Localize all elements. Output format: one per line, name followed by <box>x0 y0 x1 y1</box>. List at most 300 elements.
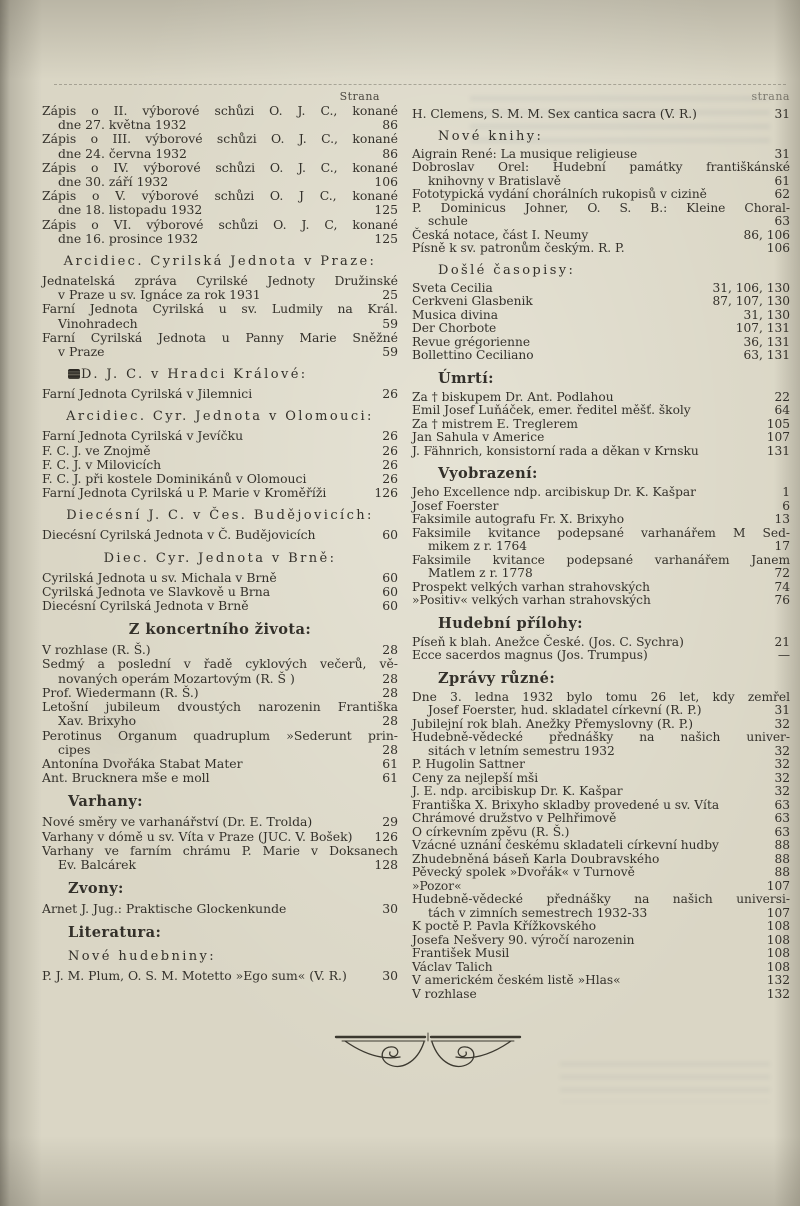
toc-entry <box>412 826 790 840</box>
toc-entry <box>42 528 398 542</box>
page-number: 107 <box>766 430 790 444</box>
toc-entry <box>412 920 790 934</box>
page-number: 63 <box>774 797 790 812</box>
page-number: 28 <box>382 684 398 700</box>
toc-entry <box>42 571 398 585</box>
toc-entry <box>42 161 398 189</box>
page-number: 31, 130 <box>743 307 790 322</box>
section-header-text: Diecésní J. C. v Čes. Budějovicích: <box>66 508 374 524</box>
page-number: 28 <box>382 713 398 729</box>
entry-text: Farní Jednota Cyrilská u sv. Ludmily na Král. <box>42 301 398 317</box>
entry-line <box>42 599 398 613</box>
entry-text: Der Chorbote <box>412 321 497 335</box>
page-number: 28 <box>382 642 398 658</box>
entry-line <box>412 907 790 921</box>
entry-text: Zápis o II. výborové schůzi O. J. C., konané <box>42 103 398 118</box>
entry-line <box>42 175 398 189</box>
entry-line <box>42 472 398 486</box>
toc-entry <box>412 758 790 772</box>
entry-text: Cyrilská Jednota u sv. Michala v Brně <box>42 569 277 585</box>
toc-entry <box>42 486 398 500</box>
page-number: 105 <box>766 416 790 431</box>
entry-text: dne 24. června 1932 <box>58 145 187 161</box>
toc-entry <box>42 700 398 728</box>
page-number: 108 <box>766 946 790 960</box>
entry-text: dne 16. prosince 1932 <box>58 230 199 246</box>
right-column <box>412 108 790 1001</box>
entry-line <box>42 232 398 246</box>
entry-line <box>412 486 790 500</box>
page-number: 1 <box>782 485 790 499</box>
toc-entry <box>412 772 790 786</box>
toc-entry <box>412 148 790 162</box>
entry-line <box>412 920 790 934</box>
entry-line <box>412 108 790 122</box>
entry-text: Antonína Dvořáka Stabat Mater <box>42 755 243 771</box>
toc-entry <box>42 444 398 458</box>
page-number: 32 <box>774 716 790 731</box>
entry-text: Za † mistrem E. Treglerem <box>412 416 578 431</box>
entry-line <box>412 799 790 813</box>
entry-text: Václav Talich <box>412 959 493 974</box>
entry-line <box>42 528 398 542</box>
entry-text: knihovny v Bratislavě <box>428 173 561 188</box>
page-number: 59 <box>382 315 398 331</box>
page-number: 72 <box>774 566 790 580</box>
entry-line <box>42 302 398 316</box>
entry-line <box>42 643 398 657</box>
toc-entry <box>412 500 790 514</box>
entry-line <box>412 947 790 961</box>
entry-line <box>42 729 398 743</box>
entry-line <box>42 743 398 757</box>
entry-text: Hudebně-vědecké přednášky na našich universi- <box>412 892 790 906</box>
entry-line <box>412 349 790 363</box>
section-header <box>42 254 398 269</box>
toc-entry <box>412 108 790 122</box>
page-number: 106 <box>374 174 398 190</box>
toc-entry <box>412 431 790 445</box>
toc-entry <box>42 218 398 246</box>
entry-line <box>42 657 398 671</box>
entry-line <box>412 853 790 867</box>
toc-entry <box>412 988 790 1002</box>
toc-entry <box>412 229 790 243</box>
toc-entry <box>412 839 790 853</box>
page-number: 60 <box>382 583 398 599</box>
entry-text: Zápis o IV. výborové schůzi O. J. C., konané <box>42 159 398 175</box>
entry-line <box>412 731 790 745</box>
entry-line <box>412 431 790 445</box>
toc-entry <box>412 581 790 595</box>
entry-line <box>412 322 790 336</box>
section-header-text: Nové knihy: <box>438 128 544 144</box>
entry-line <box>412 758 790 772</box>
entry-text: Sedmý a poslední v řadě cyklových večerů, vě- <box>42 656 398 672</box>
section-header-text: Úmrtí: <box>438 369 494 387</box>
entry-text: Farní Jednota Cyrilská u P. Marie v Kroměříži <box>42 485 327 501</box>
toc-entry <box>412 934 790 948</box>
page-number: 21 <box>774 634 790 649</box>
entry-text: Prospekt velkých varhan strahovských <box>412 579 650 594</box>
page-number: 64 <box>774 403 790 417</box>
page-number: 76 <box>774 593 790 607</box>
entry-line <box>412 961 790 975</box>
entry-text: Xav. Brixyho <box>58 713 137 729</box>
page-number: 106 <box>766 241 790 255</box>
page-number: 86, 106 <box>743 227 790 242</box>
page-number: 74 <box>774 579 790 594</box>
toc-entry <box>412 636 790 650</box>
entry-line <box>412 175 790 189</box>
entry-line <box>412 567 790 581</box>
entry-text: J. Fähnrich, konsistorní rada a děkan v Krnsku <box>412 443 699 458</box>
entry-text: Píseň k blah. Anežce České. (Jos. C. Sychra) <box>412 634 684 649</box>
page-number: 108 <box>766 932 790 947</box>
entry-line <box>412 336 790 350</box>
entry-text: F. C. J. v Milovicích <box>42 456 162 472</box>
ink-blot-glyph <box>68 369 80 379</box>
entry-text: Jednatelská zpráva Cyrilské Jednoty Družinské <box>42 273 398 289</box>
entry-text: v Praze <box>58 344 105 360</box>
page-number: 28 <box>382 741 398 757</box>
toc-entry <box>42 830 398 844</box>
entry-line <box>42 902 398 916</box>
toc-entry <box>412 336 790 350</box>
entry-text: F. C. J. ve Znojmě <box>42 442 151 458</box>
entry-line <box>42 771 398 785</box>
page-number: 28 <box>382 670 398 686</box>
entry-text: Zhudebněná báseň Karla Doubravského <box>412 851 660 866</box>
entry-text: H. Clemens, S. M. M. Sex cantica sacra (V. R.) <box>412 107 697 121</box>
entry-line <box>412 445 790 459</box>
section-header-text: Nové hudebniny: <box>68 949 217 965</box>
page-number: 61 <box>774 173 790 188</box>
page-number: 32 <box>774 770 790 785</box>
entry-text: sitách v letním semestru 1932 <box>428 743 615 758</box>
page-number: 30 <box>382 968 398 984</box>
entry-text: Zápis o III. výborové schůzi O. J. C., konané <box>42 131 398 147</box>
page-number: 26 <box>382 386 398 402</box>
entry-text: Františka X. Brixyho skladby provedené u sv. Víta <box>412 797 720 812</box>
entry-line <box>42 757 398 771</box>
toc-entry <box>42 643 398 657</box>
entry-line <box>412 513 790 527</box>
entry-line <box>412 309 790 323</box>
entry-line <box>42 686 398 700</box>
toc-entry <box>412 391 790 405</box>
entry-text: v Praze u sv. Ignáce za rok 1931 <box>58 287 261 303</box>
entry-text: dne 30. září 1932 <box>58 174 169 190</box>
section-header-text: Z koncertního života: <box>128 621 312 639</box>
entry-line <box>412 540 790 554</box>
toc-entry <box>42 132 398 160</box>
toc-entry <box>412 947 790 961</box>
toc-entry <box>412 893 790 920</box>
entry-text: O církevním zpěvu (R. Š.) <box>412 824 570 839</box>
toc-entry <box>42 757 398 771</box>
page-number: 126 <box>374 485 398 501</box>
entry-text: K poctě P. Pavla Křížkovského <box>412 919 597 933</box>
entry-text: »Positiv« velkých varhan strahovských <box>412 593 651 607</box>
entry-line <box>42 714 398 728</box>
section-header-text: Diec. Cyr. Jednota v Brně: <box>103 550 337 566</box>
page-number: — <box>777 648 790 662</box>
toc-entry <box>412 974 790 988</box>
page-number: 88 <box>774 865 790 879</box>
entry-text: Letošní jubileum dvoustých narozenin Františka <box>42 699 398 715</box>
toc-entry <box>42 302 398 330</box>
section-header <box>42 367 398 382</box>
toc-entry <box>412 188 790 202</box>
entry-line <box>412 404 790 418</box>
toc-entry <box>412 513 790 527</box>
entry-line <box>42 161 398 175</box>
toc-entry <box>412 309 790 323</box>
page-number: 31 <box>774 107 790 121</box>
entry-line <box>42 331 398 345</box>
entry-text: »Pozor« <box>412 878 462 893</box>
entry-line <box>412 839 790 853</box>
entry-text: dne 27. května 1932 <box>58 117 187 133</box>
entry-line <box>42 189 398 203</box>
page-number: 25 <box>382 287 398 303</box>
entry-text: P. Hugolin Sattner <box>412 757 525 771</box>
entry-text: Jan Sahula v Americe <box>412 430 545 444</box>
entry-text: Dne 3. ledna 1932 bylo tomu 26 let, kdy zemřel <box>412 689 790 704</box>
toc-entry <box>42 274 398 302</box>
section-header-text: Hudební přílohy: <box>438 614 583 632</box>
toc-entry <box>412 418 790 432</box>
toc-entry <box>412 445 790 459</box>
toc-entry <box>42 472 398 486</box>
page-number: 32 <box>774 784 790 798</box>
entry-text: Jeho Excellence ndp. arcibiskup Dr. K. Kašpar <box>412 485 696 499</box>
page-number: 131 <box>766 443 790 458</box>
entry-text: Nové směry ve varhanářství (Dr. E. Trolda) <box>42 814 313 830</box>
page-number: 126 <box>374 828 398 844</box>
section-header-text: Literatura: <box>68 924 162 942</box>
entry-line <box>412 188 790 202</box>
entry-text: Prof. Wiedermann (R. Š.) <box>42 684 199 700</box>
entry-text: Bollettino Ceciliano <box>412 348 534 362</box>
entry-text: Matlem z r. 1778 <box>428 566 533 580</box>
toc-entry <box>412 202 790 229</box>
left-column <box>42 104 398 984</box>
page-number: 63 <box>774 214 790 228</box>
entry-line <box>412 974 790 988</box>
page-number: 31 <box>774 146 790 161</box>
entry-text: Cerkveni Glasbenik <box>412 294 533 308</box>
toc-entry <box>412 554 790 581</box>
toc-entry <box>412 295 790 309</box>
entry-text: J. E. ndp. arcibiskup Dr. K. Kašpar <box>412 784 623 798</box>
entry-text: Za † biskupem Dr. Ant. Podlahou <box>412 389 614 404</box>
page-number: 107, 131 <box>735 321 790 335</box>
entry-line <box>412 691 790 705</box>
entry-text: Aigrain René: La musique religieuse <box>412 146 638 161</box>
toc-entry <box>42 585 398 599</box>
entry-line <box>412 148 790 162</box>
toc-entry <box>42 902 398 916</box>
page-number: 61 <box>382 755 398 771</box>
entry-text: V rozhlase <box>412 986 477 1001</box>
entry-text: Jubilejní rok blah. Anežky Přemyslovny (R. P.) <box>412 716 694 731</box>
entry-text: Josefa Nešvery 90. výročí narozenin <box>412 932 635 947</box>
toc-entry <box>412 161 790 188</box>
section-header-text: Zprávy různé: <box>438 669 556 687</box>
entry-line <box>412 527 790 541</box>
entry-line <box>412 500 790 514</box>
page-number: 63 <box>774 824 790 839</box>
entry-line <box>42 815 398 829</box>
entry-text: Josef Foerster <box>412 498 499 513</box>
entry-line <box>42 104 398 118</box>
entry-text: Faksimile kvitance podepsané varhanářem Janem <box>412 552 790 567</box>
entry-line <box>412 418 790 432</box>
entry-line <box>412 718 790 732</box>
entry-line <box>412 893 790 907</box>
toc-entry <box>42 686 398 700</box>
toc-entry <box>412 961 790 975</box>
section-header <box>42 551 398 566</box>
entry-text: Perotinus Organum quadruplum »Sederunt prin- <box>42 727 398 743</box>
entry-text: P. Dominicus Johner, O. S. B.: Kleine Choral- <box>412 200 790 215</box>
entry-line <box>42 203 398 217</box>
bleedthrough-marks <box>560 1062 770 1102</box>
page-number: 30 <box>382 901 398 917</box>
entry-line <box>42 147 398 161</box>
entry-text: Faksimile autografu Fr. X. Brixyho <box>412 512 625 526</box>
page-number: 31, 106, 130 <box>712 280 790 295</box>
page-number: 60 <box>382 569 398 585</box>
section-header <box>412 670 790 687</box>
entry-text: novaných operám Mozartovým (R. Š ) <box>58 670 295 686</box>
page-number: 108 <box>766 919 790 933</box>
entry-line <box>42 486 398 500</box>
entry-line <box>412 594 790 608</box>
entry-line <box>42 830 398 844</box>
page-number: 26 <box>382 471 398 487</box>
entry-line <box>412 161 790 175</box>
page-number: 36, 131 <box>743 334 790 349</box>
entry-line <box>412 772 790 786</box>
entry-text: Faksimile kvitance podepsané varhanářem M Sed- <box>412 525 790 540</box>
entry-text: Písně k sv. patronům českým. R. P. <box>412 241 625 255</box>
entry-line <box>412 202 790 216</box>
toc-entry <box>412 404 790 418</box>
entry-text: Ceny za nejlepší mši <box>412 770 539 785</box>
section-header <box>412 129 790 144</box>
entry-line <box>42 288 398 302</box>
section-header-text: D. J. C. v Hradci Králové: <box>81 367 308 383</box>
entry-text: Arnet J. Jug.: Praktische Glockenkunde <box>42 901 287 917</box>
entry-line <box>42 218 398 232</box>
page-number: 60 <box>382 598 398 614</box>
page-number: 32 <box>774 757 790 771</box>
entry-line <box>412 704 790 718</box>
page-number: 107 <box>766 878 790 893</box>
toc-entry <box>42 844 398 872</box>
page-number: 125 <box>374 230 398 246</box>
section-header <box>42 508 398 523</box>
toc-entry <box>412 785 790 799</box>
entry-text: Emil Josef Luňáček, emer. ředitel měšť. školy <box>412 403 691 417</box>
entry-text: schule <box>428 214 468 228</box>
entry-line <box>412 636 790 650</box>
entry-line <box>412 242 790 256</box>
toc-entry <box>42 104 398 132</box>
page-number: 125 <box>374 202 398 218</box>
toc-entry <box>42 815 398 829</box>
entry-text: Pěvecký spolek »Dvořák« v Turnově <box>412 865 635 879</box>
page-number: 63 <box>774 811 790 825</box>
page-number: 32 <box>774 743 790 758</box>
entry-line <box>412 745 790 759</box>
page-number: 26 <box>382 456 398 472</box>
toc-entry <box>412 866 790 880</box>
toc-entry <box>412 527 790 554</box>
page-column-header-right: strana <box>751 90 790 103</box>
toc-entry <box>412 799 790 813</box>
entry-line <box>42 345 398 359</box>
toc-entry <box>42 599 398 613</box>
entry-text: František Musil <box>412 946 510 960</box>
toc-entry <box>412 594 790 608</box>
entry-line <box>412 229 790 243</box>
entry-line <box>412 988 790 1002</box>
toc-entry <box>412 349 790 363</box>
page-number: 63, 131 <box>743 348 790 362</box>
entry-text: Sveta Cecilia <box>412 280 493 295</box>
section-header <box>412 263 790 278</box>
entry-text: mikem z r. 1764 <box>428 539 528 553</box>
entry-text: Diecésní Cyrilská Jednota v Č. Budějovicích <box>42 527 316 543</box>
entry-text: Farní Cyrilská Jednota u Panny Marie Sněžné <box>42 329 398 345</box>
entry-line <box>42 118 398 132</box>
page-number: 87, 107, 130 <box>712 294 790 308</box>
entry-line <box>42 458 398 472</box>
page-number: 26 <box>382 442 398 458</box>
entry-line <box>412 215 790 229</box>
entry-line <box>42 585 398 599</box>
section-header <box>42 880 398 897</box>
toc-entry <box>412 731 790 758</box>
toc-entry <box>42 429 398 443</box>
page-number: 22 <box>774 389 790 404</box>
entry-line <box>42 132 398 146</box>
entry-text: Farní Jednota Cyrilská v Jilemnici <box>42 386 253 402</box>
page-number: 108 <box>766 959 790 974</box>
entry-line <box>412 295 790 309</box>
entry-text: Chrámové družstvo v Pelhřimově <box>412 811 617 825</box>
toc-entry <box>412 880 790 894</box>
page-number: 59 <box>382 344 398 360</box>
entry-line <box>42 317 398 331</box>
entry-text: Dobroslav Orel: Hudební památky františkánské <box>412 160 790 174</box>
section-header <box>42 621 398 638</box>
entry-text: V americkém českém listě »Hlas« <box>412 973 621 987</box>
toc-entry <box>412 486 790 500</box>
page-number: 88 <box>774 838 790 852</box>
section-header-text: Zvony: <box>68 880 124 898</box>
entry-text: Revue grégorienne <box>412 334 531 349</box>
entry-text: F. C. J. při kostele Dominikánů v Olomouci <box>42 471 307 487</box>
entry-text: tách v zimních semestrech 1932-33 <box>428 905 648 920</box>
entry-line <box>412 866 790 880</box>
entry-text: Ecce sacerdos magnus (Jos. Trumpus) <box>412 648 648 662</box>
entry-line <box>412 826 790 840</box>
